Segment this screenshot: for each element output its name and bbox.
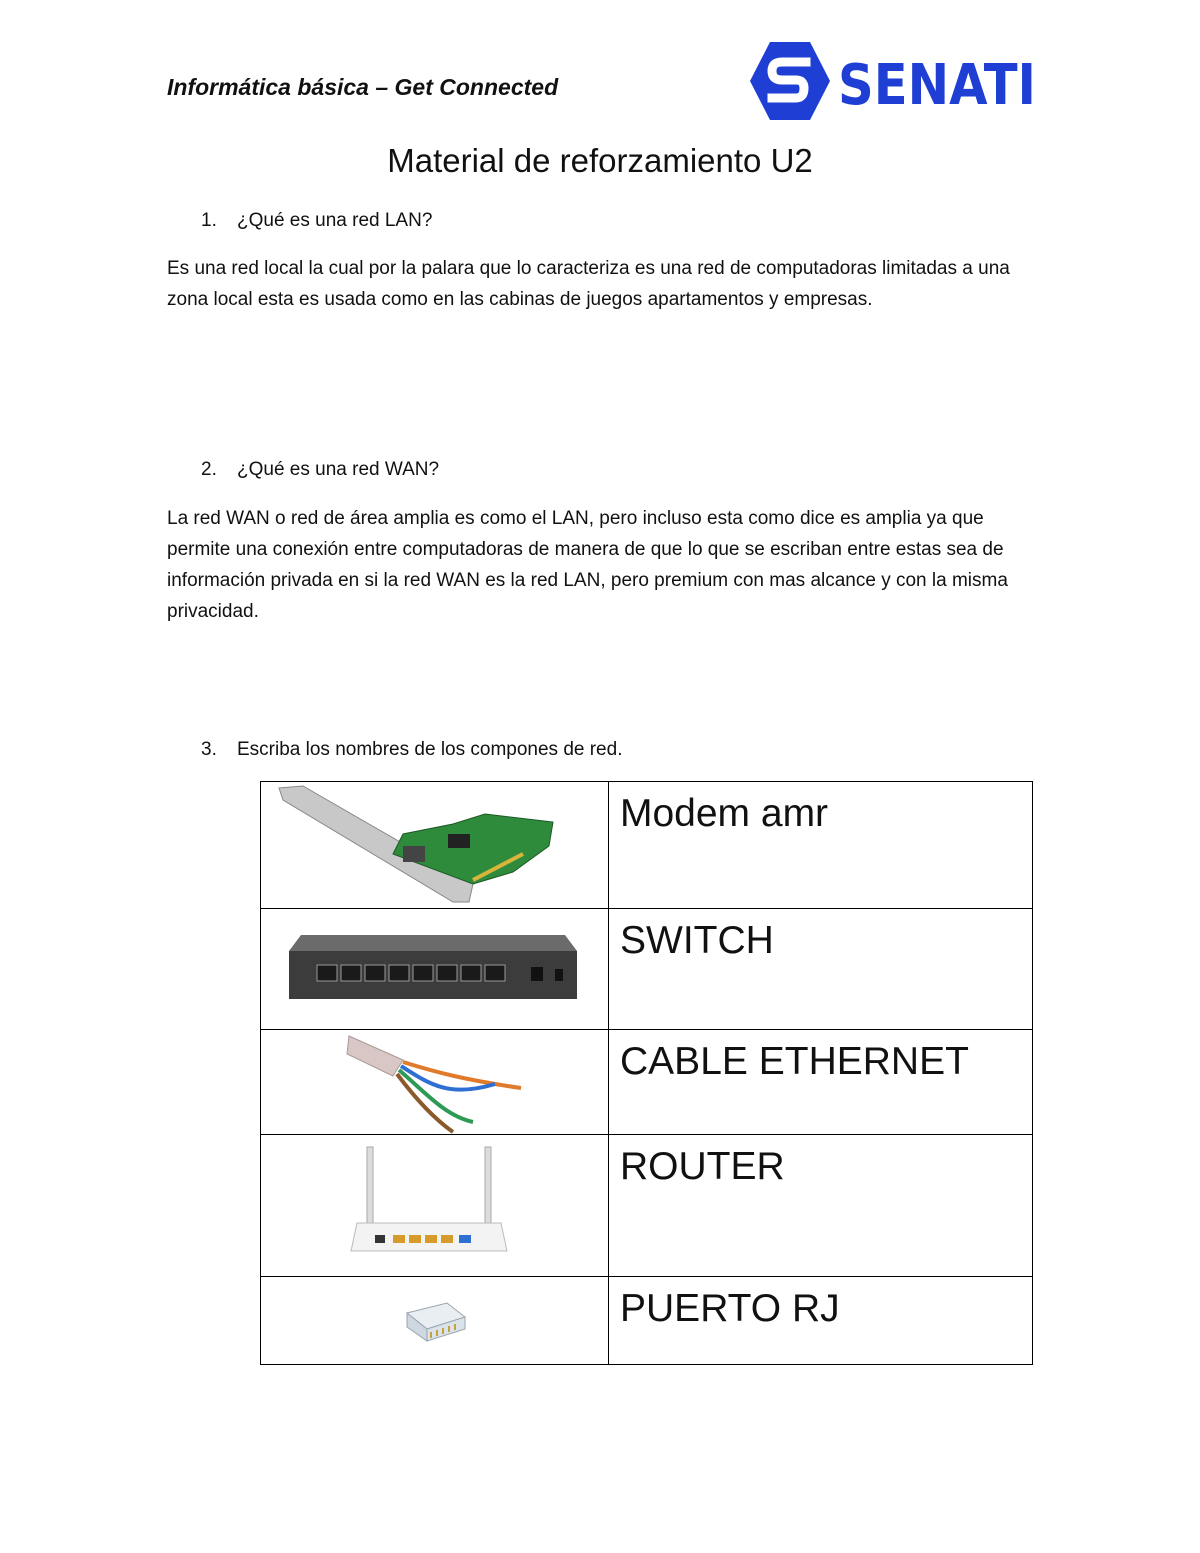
- rj45-connector-icon: [401, 1299, 469, 1343]
- component-image-cell: [261, 1277, 609, 1365]
- component-image-cell: [261, 782, 609, 909]
- senati-logo-mark-icon: [750, 42, 830, 120]
- senati-logo: [748, 40, 1040, 122]
- component-label: SWITCH: [609, 909, 1033, 1030]
- course-header: Informática básica – Get Connected: [167, 74, 559, 100]
- table-row: [261, 1277, 1033, 1365]
- component-image-cell: [261, 909, 609, 1030]
- ethernet-cable-icon: [345, 1032, 525, 1136]
- router-icon: [349, 1145, 509, 1263]
- component-image-cell: [261, 1030, 609, 1135]
- component-label: Modem amr: [609, 782, 1033, 909]
- answer-1: Es una red local la cual por la palara que lo caracteriza es una red de computadoras limitadas a una zona local esta es usada como en las cabinas de juegos apartamentos y empresas.: [167, 258, 1010, 310]
- question-1: 1. ¿Qué es una red LAN?: [201, 210, 433, 231]
- senati-logo-text: SENATI: [838, 53, 1036, 118]
- question-2: 2. ¿Qué es una red WAN?: [201, 459, 440, 480]
- table-row: [261, 1135, 1033, 1277]
- component-label: CABLE ETHERNET: [609, 1030, 1033, 1135]
- question-3: 3. Escriba los nombres de los compones de red.: [201, 739, 623, 760]
- table-row: [261, 782, 1033, 909]
- switch-icon: [287, 933, 579, 1005]
- component-image-cell: [261, 1135, 609, 1277]
- network-card-icon: [273, 784, 563, 906]
- table-row: [261, 909, 1033, 1030]
- page-title: Material de reforzamiento U2: [387, 142, 813, 179]
- component-label: PUERTO RJ: [609, 1277, 1033, 1365]
- table-row: [261, 1030, 1033, 1135]
- components-table: [260, 781, 1033, 1365]
- answer-2: La red WAN o red de área amplia es como el LAN, pero incluso esta como dice es amplia ya que permite una conexión entre computadoras de manera de que lo que se escriban entre estas sea de información privada en si la red WAN es la red LAN, pero premium con mas alcance y con la misma privacidad.: [167, 508, 1008, 622]
- component-label: ROUTER: [609, 1135, 1033, 1277]
